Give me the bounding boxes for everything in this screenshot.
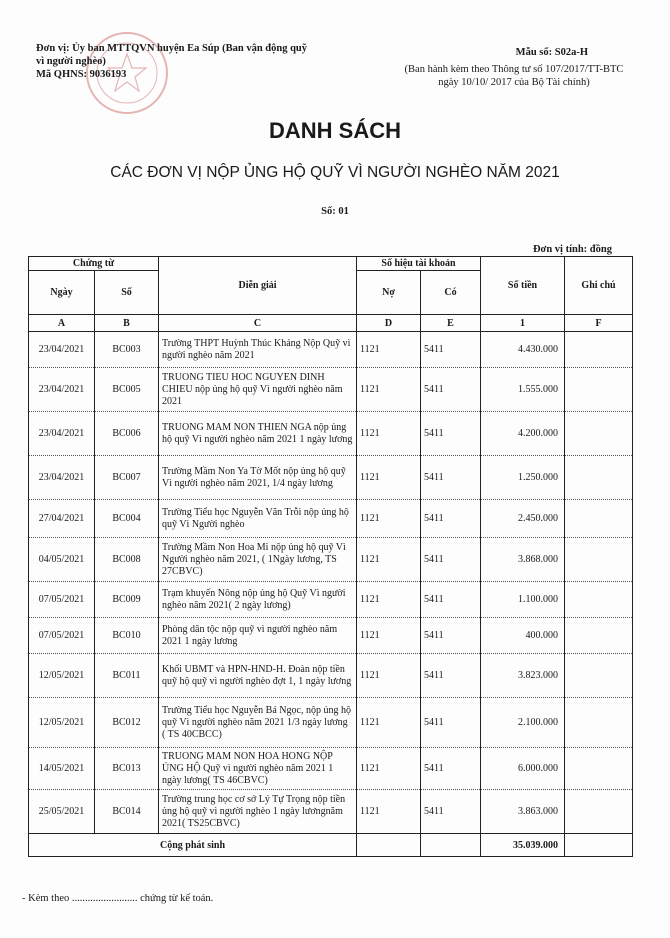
table-row (29, 500, 633, 538)
contribution-table (28, 256, 633, 857)
header-account: Số hiệu tài khoản (357, 257, 481, 271)
table-row (29, 538, 633, 582)
row-voucher-no: BC007 (95, 456, 159, 500)
table-row (29, 618, 633, 654)
row-note (565, 582, 633, 618)
row-description: TRUONG TIEU HOC NGUYEN DINH CHIEU nộp ủng hộ quỹ Vì người nghèo năm 2021 (159, 368, 357, 412)
row-note (565, 790, 633, 834)
row-date: 23/04/2021 (29, 332, 95, 368)
form-code: Mẫu số: S02a-H (515, 47, 588, 58)
row-description: Trường Tiểu học Nguyễn Bá Ngọc, nộp ủng hộ quỹ Vì người nghèo năm 2021 1/3 ngày lương ( TS 40CBCC) (159, 698, 357, 748)
row-debit-account: 1121 (357, 412, 421, 456)
org-name-cont: vì người nghèo) (36, 56, 106, 67)
row-note (565, 500, 633, 538)
row-date: 23/04/2021 (29, 368, 95, 412)
row-note (565, 748, 633, 790)
row-date: 14/05/2021 (29, 748, 95, 790)
row-credit-account: 5411 (421, 456, 481, 500)
row-date: 07/05/2021 (29, 582, 95, 618)
document-title: DANH SÁCH (269, 118, 401, 143)
header-debit: Nợ (357, 271, 421, 315)
row-date: 07/05/2021 (29, 618, 95, 654)
row-note (565, 698, 633, 748)
row-description: TRUONG MAM NON THIEN NGA nộp ủng hộ quỹ Vì người nghèo năm 2021 1 ngày lương (159, 412, 357, 456)
row-date: 12/05/2021 (29, 654, 95, 698)
row-voucher-no: BC013 (95, 748, 159, 790)
row-amount: 4.200.000 (481, 412, 565, 456)
row-amount: 2.450.000 (481, 500, 565, 538)
row-voucher-no: BC010 (95, 618, 159, 654)
row-amount: 1.100.000 (481, 582, 565, 618)
row-credit-account: 5411 (421, 332, 481, 368)
row-description: Khối UBMT và HPN-HND-H. Đoàn nộp tiền quỹ hộ quỹ vì người nghèo đợt 1, 1 ngày lương (159, 654, 357, 698)
row-date: 27/04/2021 (29, 500, 95, 538)
row-credit-account: 5411 (421, 748, 481, 790)
row-debit-account: 1121 (357, 698, 421, 748)
row-description: Trường THPT Huỳnh Thúc Kháng Nộp Quỹ vì người nghèo năm 2021 (159, 332, 357, 368)
table-row (29, 456, 633, 500)
row-description: Phòng dân tộc nộp quỹ vì người nghèo năm 2021 1 ngày lương (159, 618, 357, 654)
row-debit-account: 1121 (357, 368, 421, 412)
total-empty-cell (421, 834, 481, 857)
row-debit-account: 1121 (357, 538, 421, 582)
letter-cell: 1 (481, 315, 565, 332)
table-row (29, 412, 633, 456)
row-note (565, 368, 633, 412)
row-description: Trường Mầm Non Hoa Mi nộp ủng hộ quỹ Vì Người nghèo năm 2021, ( 1Ngày lương, TS 27CBVC) (159, 538, 357, 582)
table-row (29, 790, 633, 834)
row-voucher-no: BC014 (95, 790, 159, 834)
letter-cell: B (95, 315, 159, 332)
org-name: Đơn vị: Ủy ban MTTQVN huyện Ea Súp (Ban vận động quỹ (36, 43, 308, 54)
row-debit-account: 1121 (357, 456, 421, 500)
form-code-block (384, 46, 644, 89)
row-date: 23/04/2021 (29, 456, 95, 500)
row-debit-account: 1121 (357, 332, 421, 368)
row-debit-account: 1121 (357, 500, 421, 538)
row-description: TRUONG MAM NON HOA HONG NỘP ỦNG HỘ Quỹ vì người nghèo năm 2021 1 ngày lương( TS 46CBVC) (159, 748, 357, 790)
organization-info (36, 42, 356, 81)
row-debit-account: 1121 (357, 618, 421, 654)
table-row (29, 698, 633, 748)
row-voucher-no: BC003 (95, 332, 159, 368)
form-note-line2: ngày 10/10/ 2017 của Bộ Tài chính) (438, 77, 590, 88)
row-credit-account: 5411 (421, 368, 481, 412)
row-date: 23/04/2021 (29, 412, 95, 456)
row-amount: 1.555.000 (481, 368, 565, 412)
row-note (565, 456, 633, 500)
row-credit-account: 5411 (421, 538, 481, 582)
row-credit-account: 5411 (421, 790, 481, 834)
total-empty-cell (357, 834, 421, 857)
row-description: Trường Mầm Non Ya Tờ Mốt nộp ủng hộ quỹ Vì người nghèo năm 2021, 1/4 ngày lương (159, 456, 357, 500)
letter-cell: A (29, 315, 95, 332)
row-voucher-no: BC004 (95, 500, 159, 538)
row-date: 04/05/2021 (29, 538, 95, 582)
row-credit-account: 5411 (421, 654, 481, 698)
row-debit-account: 1121 (357, 748, 421, 790)
table-row (29, 654, 633, 698)
table-row (29, 332, 633, 368)
total-empty-cell (565, 834, 633, 857)
total-amount: 35.039.000 (481, 834, 565, 857)
row-amount: 400.000 (481, 618, 565, 654)
total-row (29, 834, 633, 857)
row-amount: 3.868.000 (481, 538, 565, 582)
header-no: Số (95, 271, 159, 315)
header-voucher: Chứng từ (29, 257, 159, 271)
org-code: Mã QHNS: 9036193 (36, 69, 127, 80)
row-amount: 4.430.000 (481, 332, 565, 368)
row-description: Trường Tiểu học Nguyễn Văn Trỗi nộp ủng hộ quỹ Vì Người nghèo (159, 500, 357, 538)
row-date: 12/05/2021 (29, 698, 95, 748)
row-note (565, 412, 633, 456)
row-credit-account: 5411 (421, 582, 481, 618)
row-description: Trường trung học cơ sở Lý Tự Trọng nộp tiền ủng hộ quỹ vì người nghèo 1 ngày lươngnăm 2021( TS25CBVC) (159, 790, 357, 834)
letter-cell: F (565, 315, 633, 332)
row-description: Trạm khuyến Nông nộp ủng hộ Quỹ Vì người nghèo năm 2021( 2 ngày lương) (159, 582, 357, 618)
table-row (29, 368, 633, 412)
header-credit: Có (421, 271, 481, 315)
row-note (565, 332, 633, 368)
row-voucher-no: BC009 (95, 582, 159, 618)
form-note-line1: (Ban hành kèm theo Thông tư số 107/2017/TT-BTC (404, 64, 624, 75)
row-credit-account: 5411 (421, 412, 481, 456)
row-debit-account: 1121 (357, 790, 421, 834)
row-credit-account: 5411 (421, 698, 481, 748)
header-description: Diễn giải (159, 257, 357, 315)
header-date: Ngày (29, 271, 95, 315)
table-row (29, 748, 633, 790)
row-credit-account: 5411 (421, 618, 481, 654)
row-amount: 2.100.000 (481, 698, 565, 748)
row-amount: 1.250.000 (481, 456, 565, 500)
row-amount: 6.000.000 (481, 748, 565, 790)
row-voucher-no: BC005 (95, 368, 159, 412)
row-debit-account: 1121 (357, 582, 421, 618)
row-amount: 3.823.000 (481, 654, 565, 698)
attachment-note: - Kèm theo ......................... chứng từ kế toán. (22, 893, 214, 904)
row-voucher-no: BC011 (95, 654, 159, 698)
document-subtitle: CÁC ĐƠN VỊ NỘP ỦNG HỘ QUỸ VÌ NGƯỜI NGHÈO NĂM 2021 (110, 164, 560, 181)
header-amount: Số tiền (481, 257, 565, 315)
row-debit-account: 1121 (357, 654, 421, 698)
currency-unit: Đơn vị tính: đồng (532, 244, 612, 255)
letter-cell: E (421, 315, 481, 332)
row-note (565, 538, 633, 582)
total-label: Cộng phát sinh (29, 834, 357, 857)
row-voucher-no: BC006 (95, 412, 159, 456)
row-date: 25/05/2021 (29, 790, 95, 834)
row-note (565, 618, 633, 654)
row-credit-account: 5411 (421, 500, 481, 538)
header-note: Ghi chú (565, 257, 633, 315)
row-voucher-no: BC008 (95, 538, 159, 582)
document-number: Số: 01 (321, 206, 349, 217)
letter-cell: C (159, 315, 357, 332)
letter-cell: D (357, 315, 421, 332)
row-note (565, 654, 633, 698)
table-body (29, 332, 633, 834)
row-amount: 3.863.000 (481, 790, 565, 834)
table-row (29, 582, 633, 618)
row-voucher-no: BC012 (95, 698, 159, 748)
